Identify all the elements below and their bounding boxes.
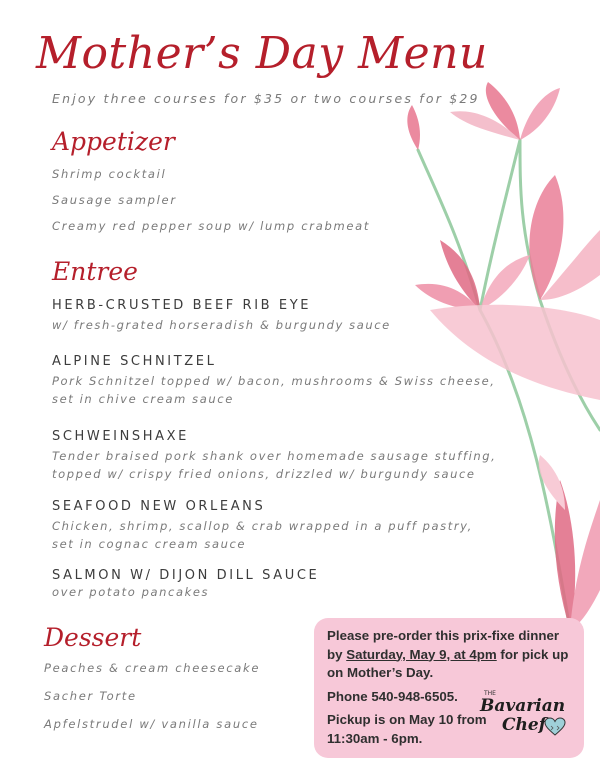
entree-desc: set in cognac cream sauce xyxy=(52,537,247,551)
entree-name: SALMON W/ DIJON DILL SAUCE xyxy=(52,568,320,583)
entree-desc: w/ fresh-grated horseradish & burgundy sauce xyxy=(52,318,391,332)
dessert-item: Peaches & cream cheesecake xyxy=(44,661,261,675)
logo-word-bavarian: Bavarian xyxy=(480,696,566,716)
appetizer-item: Sausage sampler xyxy=(52,193,177,207)
appetizer-heading: Appetizer xyxy=(52,127,175,156)
entree-name: SEAFOOD NEW ORLEANS xyxy=(52,499,266,514)
dessert-heading: Dessert xyxy=(44,623,142,652)
logo-word-chef: Chef xyxy=(502,715,547,735)
entree-desc: Pork Schnitzel topped w/ bacon, mushrooms & Swiss cheese, xyxy=(52,374,496,388)
preorder-text xyxy=(327,627,572,683)
preorder-text-start: Please pre-order this prix-fixe dinner by xyxy=(327,628,560,662)
dessert-item: Sacher Torte xyxy=(44,689,137,703)
heart-icon xyxy=(544,717,566,737)
bavarian-chef-logo xyxy=(478,690,578,746)
logo-the: THE xyxy=(484,690,496,697)
entree-desc: Tender braised pork shank over homemade sausage stuffing, xyxy=(52,449,497,463)
entree-name: HERB-CRUSTED BEEF RIB EYE xyxy=(52,298,312,313)
entree-heading: Entree xyxy=(52,257,138,286)
menu-subtitle: Enjoy three courses for $35 or two courses for $29 xyxy=(52,91,480,106)
entree-name: ALPINE SCHNITZEL xyxy=(52,354,217,369)
appetizer-item: Shrimp cocktail xyxy=(52,167,167,181)
entree-desc: set in chive cream sauce xyxy=(52,392,234,406)
preorder-deadline: Saturday, May 9, at 4pm xyxy=(346,646,497,662)
page-title: Mother’s Day Menu xyxy=(36,28,488,79)
watercolor-flowers-illustration xyxy=(370,70,600,630)
preorder-text-end: for pick up on Mother’s Day. xyxy=(327,646,569,680)
phone-number: Phone 540-948-6505. xyxy=(327,688,458,704)
entree-desc: topped w/ crispy fried onions, drizzled w/ burgundy sauce xyxy=(52,467,476,481)
appetizer-item: Creamy red pepper soup w/ lump crabmeat xyxy=(52,219,371,233)
entree-desc: over potato pancakes xyxy=(52,585,210,599)
pickup-info: Pickup is on May 10 from 11:30am - 6pm. xyxy=(327,712,487,746)
dessert-item: Apfelstrudel w/ vanilla sauce xyxy=(44,717,259,731)
entree-desc: Chicken, shrimp, scallop & crab wrapped in a puff pastry, xyxy=(52,519,473,533)
entree-name: SCHWEINSHAXE xyxy=(52,429,189,444)
